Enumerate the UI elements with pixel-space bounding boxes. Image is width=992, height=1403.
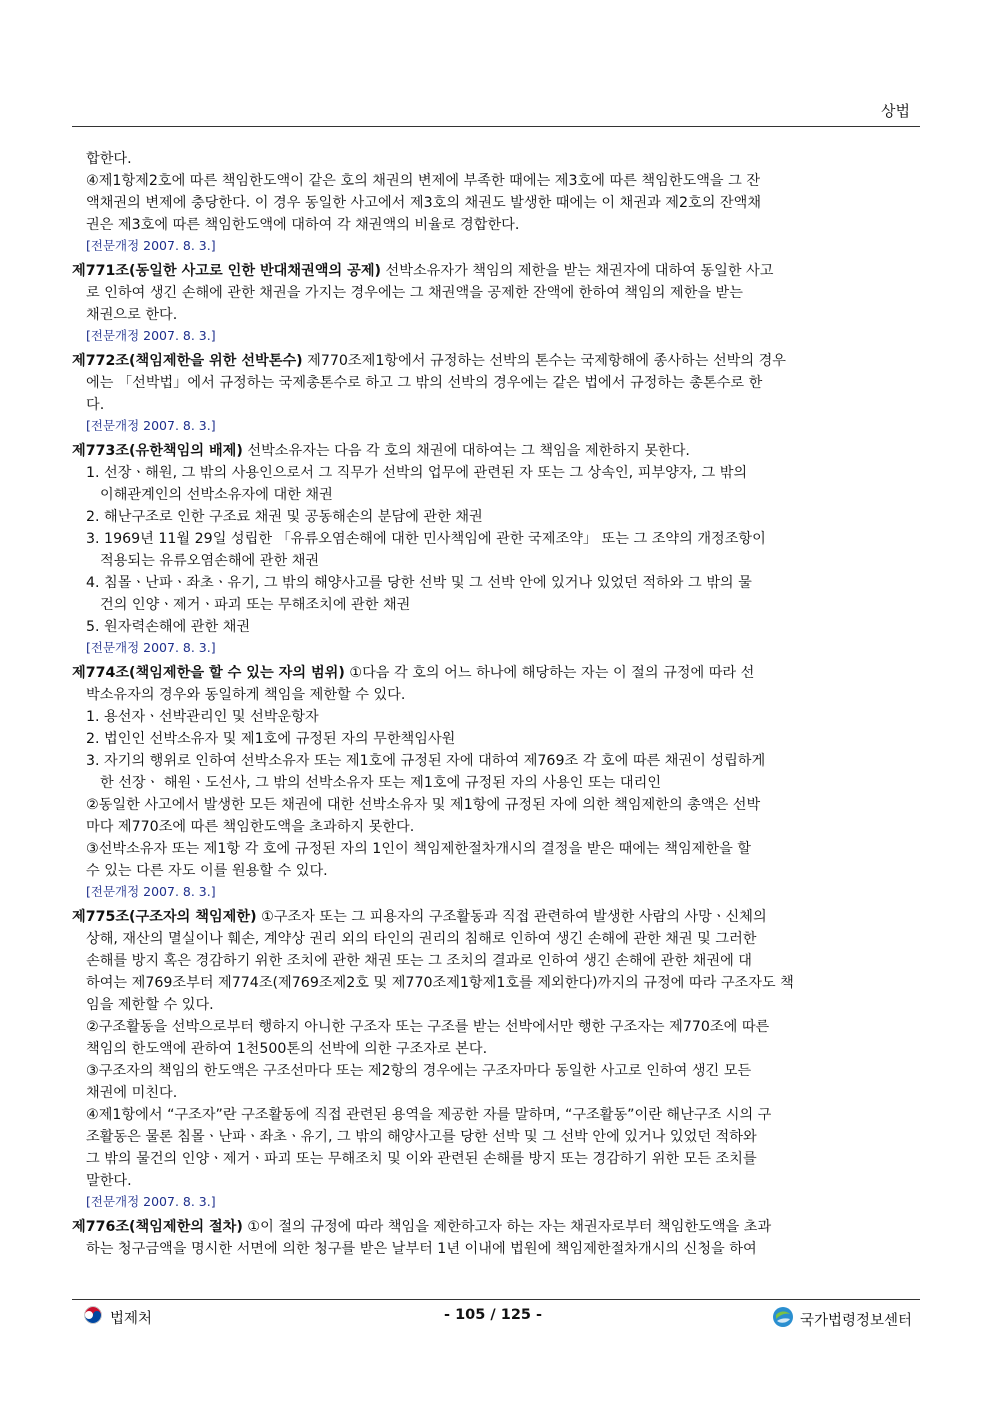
text-line: ②동일한 사고에서 발생한 모든 채권에 대한 선박소유자 및 제1항에 규정된 자에 의한 책임제한의 총액은 선박 (86, 797, 761, 813)
text-line: 이해관계인의 선박소유자에 대한 채권 (100, 487, 333, 503)
text-line: 에는 「선박법」에서 규정하는 국제총톤수로 하고 그 밖의 선박의 경우에는 같은 법에서 규정하는 총톤수로 한 (86, 375, 763, 391)
text-line: 건의 인양ㆍ제거ㆍ파괴 또는 무해조치에 관한 채권 (100, 597, 411, 613)
article-heading-line (72, 906, 920, 928)
article-title: 제771조(동일한 사고로 인한 반대채권액의 공제) (72, 263, 382, 279)
revision-note: [전문개정 2007. 8. 3.] (86, 328, 216, 343)
article-text: 제770조제1항에서 규정하는 선박의 톤수는 국제항해에 종사하는 선박의 경우 (302, 353, 786, 369)
article-heading-line (72, 1216, 920, 1238)
article-text: ①이 절의 규정에 따라 책임을 제한하고자 하는 자는 채권자로부터 책임한도액을 초과 (242, 1219, 772, 1235)
article-heading-line (72, 350, 920, 372)
article-heading-line (72, 662, 920, 684)
text-line: 3. 자기의 행위로 인하여 선박소유자 또는 제1호에 규정된 자에 대하여 제769조 각 호에 따른 채권이 성립하게 (86, 753, 766, 769)
text-line: 손해를 방지 혹은 경감하기 위한 조치에 관한 채권 또는 그 조치의 결과로 인하여 생긴 손해에 관한 채권에 대 (86, 953, 752, 969)
text-line: 합한다. (86, 151, 132, 167)
text-line: 5. 원자력손해에 관한 채권 (86, 619, 251, 635)
article-title: 제774조(책임제한을 할 수 있는 자의 범위) (72, 665, 345, 681)
text-line: 다. (86, 397, 105, 413)
government-emblem-icon (84, 1306, 102, 1328)
text-line: 로 인하여 생긴 손해에 관한 채권을 가지는 경우에는 그 채권액을 공제한 잔액에 한하여 책임의 제한을 받는 (86, 285, 743, 301)
text-line: 상해, 재산의 멸실이나 훼손, 계약상 권리 외의 타인의 권리의 침해로 인하여 생긴 손해에 관한 채권 및 그러한 (86, 931, 757, 947)
text-line: 2. 법인인 선박소유자 및 제1호에 규정된 자의 무한책임사원 (86, 731, 456, 747)
text-line: ②구조활동을 선박으로부터 행하지 아니한 구조자 또는 구조를 받는 선박에서만 행한 구조자는 제770조에 따른 (86, 1019, 770, 1035)
page-footer (72, 1304, 920, 1330)
text-line: 3. 1969년 11월 29일 성립한 「유류오염손해에 대한 민사책임에 관한 국제조약」 또는 그 조약의 개정조항이 (86, 531, 766, 547)
header-divider (72, 126, 920, 127)
revision-note: [전문개정 2007. 8. 3.] (86, 1194, 216, 1209)
text-line: ④제1항제2호에 따른 책임한도액이 같은 호의 채권의 변제에 부족한 때에는 제3호에 따른 책임한도액을 그 잔 (86, 173, 761, 189)
text-line: ③선박소유자 또는 제1항 각 호에 규정된 자의 1인이 책임제한절차개시의 결정을 받은 때에는 책임제한을 할 (86, 841, 752, 857)
footer-center-label: 국가법령정보센터 (799, 1312, 912, 1329)
text-line: 2. 해난구조로 인한 구조료 채권 및 공동해손의 분담에 관한 채권 (86, 509, 483, 525)
text-line: 임을 제한할 수 있다. (86, 997, 214, 1013)
text-line: 말한다. (86, 1173, 132, 1189)
text-line: 액채권의 변제에 충당한다. 이 경우 동일한 사고에서 제3호의 채권도 발생한 때에는 이 채권과 제2호의 잔액채 (86, 195, 762, 211)
text-line: 권은 제3호에 따른 책임한도액에 대하여 각 채권액의 비율로 경합한다. (86, 217, 520, 233)
footer-right (772, 1306, 912, 1332)
article-heading-line (72, 440, 920, 462)
revision-note: [전문개정 2007. 8. 3.] (86, 418, 216, 433)
document-body (72, 148, 920, 1260)
article-text: ①구조자 또는 그 피용자의 구조활동과 직접 관련하여 발생한 사람의 사망ㆍ신체의 (256, 909, 767, 925)
text-line: ④제1항에서 “구조자”란 구조활동에 직접 관련된 용역을 제공한 자를 말하며, “구조활동”이란 해난구조 시의 구 (86, 1107, 772, 1123)
text-line: 하여는 제769조부터 제774조(제769조제2호 및 제770조제1항제1호를 제외한다)까지의 규정에 따라 구조자도 책 (86, 975, 794, 991)
text-line: 책임의 한도액에 관하여 1천500톤의 선박에 의한 구조자로 본다. (86, 1041, 488, 1057)
article-text: 선박소유자가 책임의 제한을 받는 채권자에 대하여 동일한 사고 (381, 263, 774, 279)
revision-note: [전문개정 2007. 8. 3.] (86, 884, 216, 899)
revision-note: [전문개정 2007. 8. 3.] (86, 640, 216, 655)
footer-divider (72, 1299, 920, 1300)
article-title: 제773조(유한책임의 배제) (72, 443, 243, 459)
footer-left (84, 1306, 152, 1328)
text-line: 하는 청구금액을 명시한 서면에 의한 청구를 받은 날부터 1년 이내에 법원에 책임제한절차개시의 신청을 하여 (86, 1241, 757, 1257)
text-line: 한 선장ㆍ 해원ㆍ도선사, 그 밖의 선박소유자 또는 제1호에 규정된 자의 사용인 또는 대리인 (100, 775, 662, 791)
globe-logo-icon (772, 1306, 794, 1332)
revision-note: [전문개정 2007. 8. 3.] (86, 238, 216, 253)
text-line: 채권으로 한다. (86, 307, 178, 323)
text-line: 1. 용선자ㆍ선박관리인 및 선박운항자 (86, 709, 319, 725)
article-title: 제776조(책임제한의 절차) (72, 1219, 243, 1235)
text-line: 적용되는 유류오염손해에 관한 채권 (100, 553, 320, 569)
article-title: 제772조(책임제한을 위한 선박톤수) (72, 353, 303, 369)
text-line: 조활동은 물론 침몰ㆍ난파ㆍ좌초ㆍ유기, 그 밖의 해양사고를 당한 선박 및 그 선박 안에 있거나 있었던 적하와 (86, 1129, 757, 1145)
text-line: 채권에 미친다. (86, 1085, 178, 1101)
text-line: 수 있는 다른 자도 이를 원용할 수 있다. (86, 863, 328, 879)
article-text: 선박소유자는 다음 각 호의 채권에 대하여는 그 책임을 제한하지 못한다. (242, 443, 690, 459)
text-line: 4. 침몰ㆍ난파ㆍ좌초ㆍ유기, 그 밖의 해양사고를 당한 선박 및 그 선박 안에 있거나 있었던 적하와 그 밖의 물 (86, 575, 752, 591)
page-header-title: 상법 (881, 102, 910, 120)
text-line: ③구조자의 책임의 한도액은 구조선마다 또는 제2항의 경우에는 구조자마다 동일한 사고로 인하여 생긴 모든 (86, 1063, 752, 1079)
text-line: 그 밖의 물건의 인양ㆍ제거ㆍ파괴 또는 무해조치 및 이와 관련된 손해를 방지 또는 경감하기 위한 모든 조치를 (86, 1151, 757, 1167)
text-line: 1. 선장ㆍ해원, 그 밖의 사용인으로서 그 직무가 선박의 업무에 관련된 자 또는 그 상속인, 피부양자, 그 밖의 (86, 465, 748, 481)
text-line: 마다 제770조에 따른 책임한도액을 초과하지 못한다. (86, 819, 415, 835)
text-line: 박소유자의 경우와 동일하게 책임을 제한할 수 있다. (86, 687, 406, 703)
article-heading-line (72, 260, 920, 282)
footer-ministry-label: 법제처 (110, 1310, 153, 1327)
article-text: ①다음 각 호의 어느 하나에 해당하는 자는 이 절의 규정에 따라 선 (344, 665, 755, 681)
page-number: - 105 / 125 - (444, 1307, 543, 1323)
article-title: 제775조(구조자의 책임제한) (72, 909, 257, 925)
